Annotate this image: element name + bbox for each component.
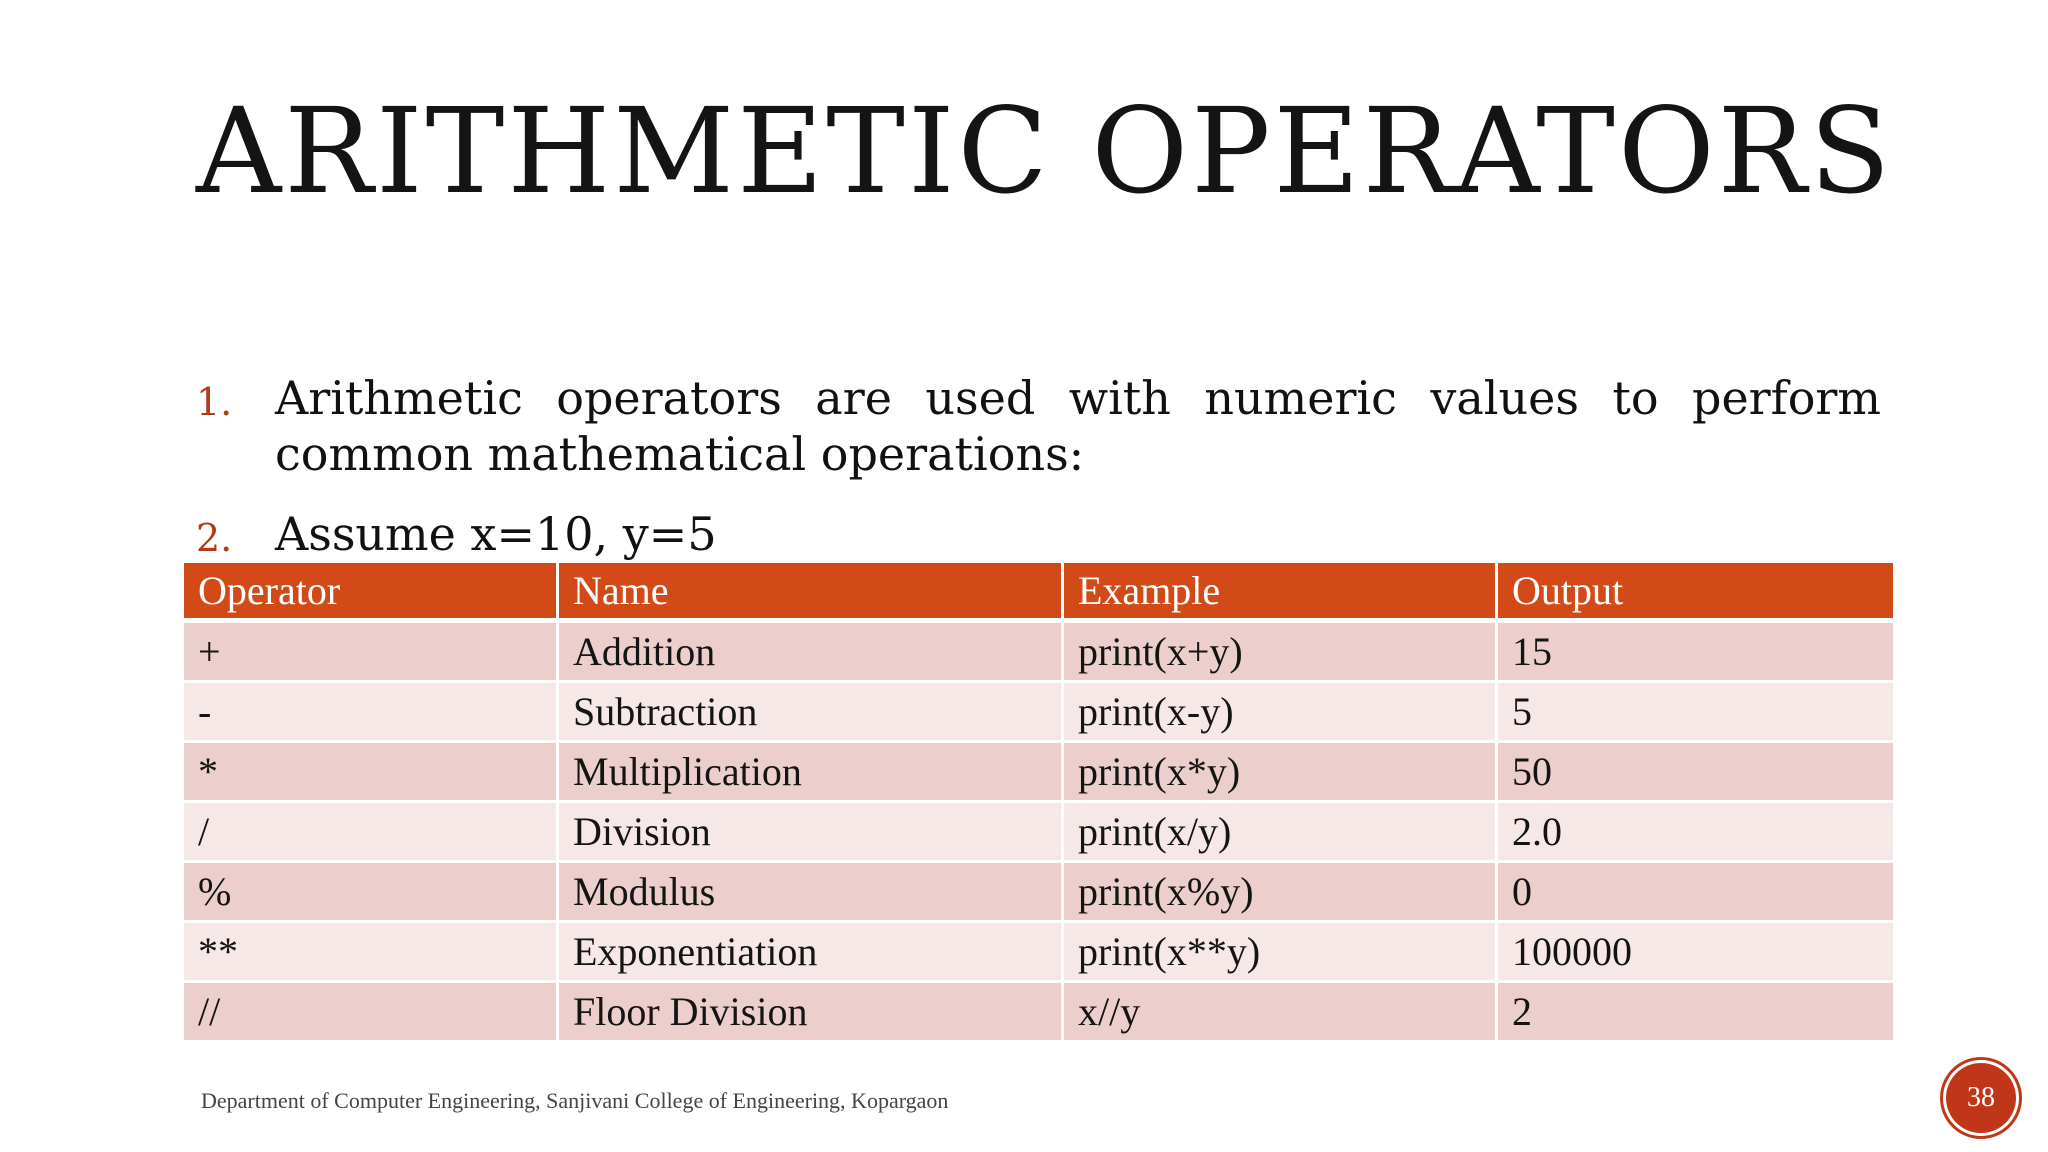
table-row [183, 982, 1895, 1042]
cell-example: print(x-y) [1063, 682, 1497, 742]
page-number-badge: 38 [1946, 1063, 2016, 1133]
cell-operator: ** [183, 922, 558, 982]
header-example: Example [1063, 562, 1497, 621]
bullet-text: Arithmetic operators are used with numeric values to perform common mathematical operations: [275, 371, 1881, 481]
cell-name: Modulus [558, 862, 1063, 922]
header-operator: Operator [183, 562, 558, 621]
cell-output: 5 [1497, 682, 1895, 742]
cell-example: print(x/y) [1063, 802, 1497, 862]
table-row [183, 621, 1895, 682]
cell-name: Addition [558, 621, 1063, 682]
cell-operator: + [183, 621, 558, 682]
cell-output: 50 [1497, 742, 1895, 802]
cell-output: 15 [1497, 621, 1895, 682]
table-header-row [183, 562, 1895, 621]
slide-footer: Department of Computer Engineering, Sanjivani College of Engineering, Kopargaon [201, 1088, 949, 1113]
bullet-number: 1. [196, 380, 233, 424]
table-row [183, 862, 1895, 922]
cell-name: Exponentiation [558, 922, 1063, 982]
bullet-number: 2. [196, 516, 233, 560]
table-row [183, 682, 1895, 742]
cell-operator: / [183, 802, 558, 862]
cell-operator: * [183, 742, 558, 802]
cell-example: x//y [1063, 982, 1497, 1042]
cell-operator: // [183, 982, 558, 1042]
header-output: Output [1497, 562, 1895, 621]
cell-name: Subtraction [558, 682, 1063, 742]
table-row [183, 922, 1895, 982]
operators-table [181, 560, 1896, 1043]
slide-title: ARITHMETIC OPERATORS [196, 82, 1894, 220]
cell-operator: % [183, 862, 558, 922]
header-name: Name [558, 562, 1063, 621]
cell-name: Floor Division [558, 982, 1063, 1042]
cell-output: 2 [1497, 982, 1895, 1042]
cell-example: print(x%y) [1063, 862, 1497, 922]
cell-output: 0 [1497, 862, 1895, 922]
cell-output: 100000 [1497, 922, 1895, 982]
table-row [183, 742, 1895, 802]
bullet-item [196, 506, 1881, 562]
cell-name: Division [558, 802, 1063, 862]
cell-output: 2.0 [1497, 802, 1895, 862]
cell-example: print(x**y) [1063, 922, 1497, 982]
cell-example: print(x+y) [1063, 621, 1497, 682]
bullet-text: Assume x=10, y=5 [275, 507, 717, 561]
cell-name: Multiplication [558, 742, 1063, 802]
bullet-list [196, 370, 1881, 562]
cell-operator: - [183, 682, 558, 742]
cell-example: print(x*y) [1063, 742, 1497, 802]
table-row [183, 802, 1895, 862]
bullet-item [196, 370, 1881, 482]
